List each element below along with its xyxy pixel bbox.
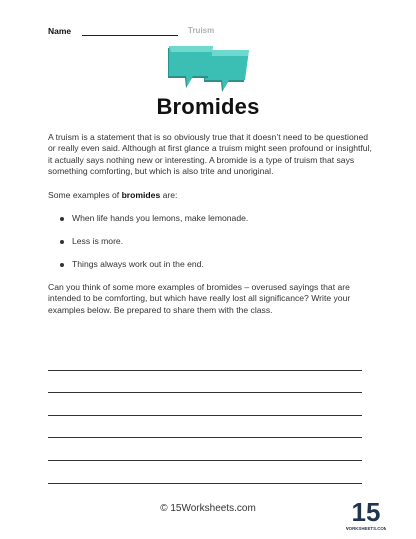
examples-list: [48, 213, 378, 270]
page-title: Bromides: [156, 94, 260, 119]
answer-line[interactable]: [48, 416, 362, 439]
logo-text: WORKSHEETS.COM: [346, 526, 386, 531]
name-input-line[interactable]: [82, 35, 178, 36]
list-item: Less is more.: [48, 236, 378, 247]
logo-number: 15: [351, 497, 381, 527]
list-item: Things always work out in the end.: [48, 259, 378, 270]
name-label: Name: [48, 26, 72, 36]
footer-copyright: © 15Worksheets.com: [160, 503, 256, 514]
topic-label: Truism: [188, 26, 215, 35]
list-item: When life hands you lemons, make lemonade.: [48, 213, 378, 224]
worksheet-header: [48, 26, 378, 40]
examples-intro-before: Some examples of: [48, 189, 122, 200]
examples-intro-bold: bromides: [121, 189, 161, 200]
question-paragraph: Can you think of some more examples of bromides – overused sayings that are intended to be comforting, but which have really lost all significance? Write your examples below. Be prepared to share them with the class.: [48, 281, 351, 315]
answer-line[interactable]: [48, 393, 362, 416]
speech-bubbles-icon: [164, 40, 250, 98]
examples-intro-after: are:: [160, 189, 178, 200]
worksheets-logo: [346, 494, 386, 534]
answer-line[interactable]: [48, 348, 362, 371]
answer-line[interactable]: [48, 438, 362, 461]
answer-line[interactable]: [48, 371, 362, 394]
answer-lines: [48, 348, 362, 484]
examples-intro: [48, 190, 378, 201]
worksheet-body: [48, 132, 378, 328]
intro-paragraph: A truism is a statement that is so obviously true that it doesn’t need to be questioned or really even said. Although at first glance a truism might seen profound or insightful, it actually says nothing new or interesting. A bromide is a type of truism that says something comforting, but which is also trite and unoriginal.: [48, 132, 372, 177]
answer-line[interactable]: [48, 461, 362, 484]
